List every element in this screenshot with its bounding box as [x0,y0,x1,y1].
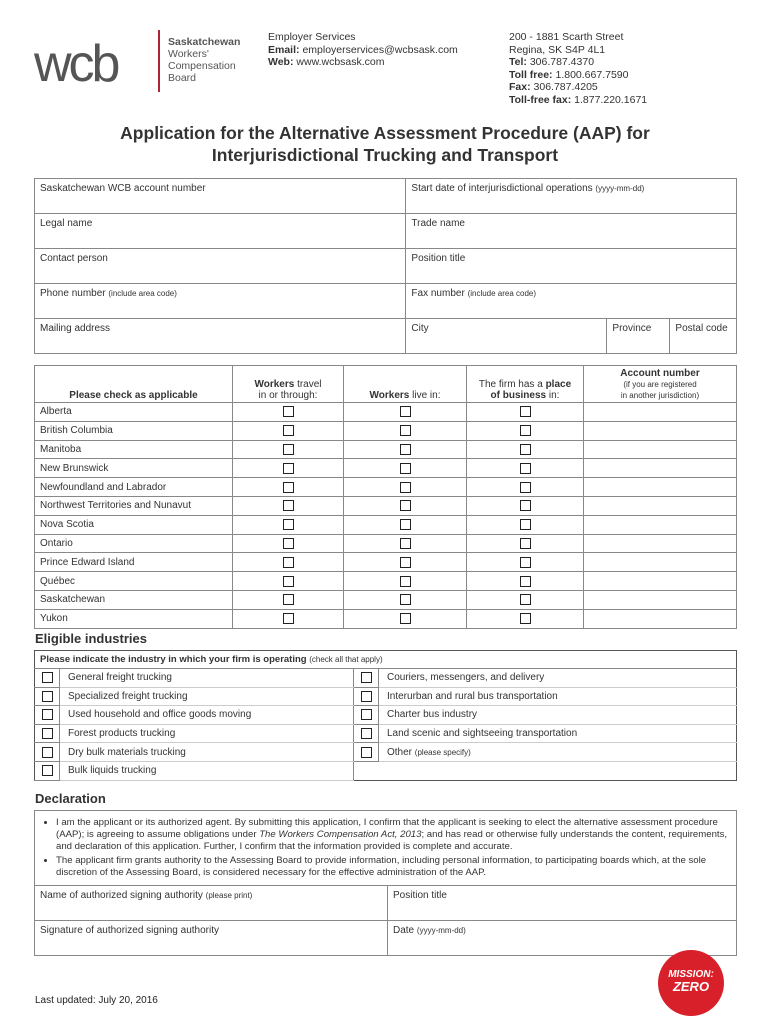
place-cell [467,572,584,591]
dept-name: Employer Services [268,31,356,43]
position-title-field[interactable] [406,249,737,284]
industry-label: General freight trucking [60,669,354,688]
tel-value: 306.787.4370 [529,56,595,68]
travel-checkbox[interactable] [283,463,294,474]
live-cell [344,403,467,422]
place-checkbox[interactable] [520,463,531,474]
tollfreefax-value: 1.877.220.1671 [574,93,648,106]
live-checkbox[interactable] [400,482,411,493]
jurisdiction-row [35,440,737,459]
industry-checkbox[interactable] [42,709,53,720]
account-number-input[interactable] [584,515,737,534]
industry-label: Interurban and rural bus transportation [379,687,737,706]
live-cell [344,590,467,609]
place-checkbox[interactable] [520,500,531,511]
declaration-bullet-1: • I am the applicant or its authorized agent. By submitting this application, I confirm that the applicant is seeking to elect the alternative assessment procedure (AAP); is agreeing to assume obligations under The Workers Compensation Act, 2013; and has read or otherwise fully understands the content, requirements, and declaration of this application. Further, I confirm that the information provided is complete and accurate. [56,817,731,853]
declaration-text [35,811,737,886]
email-label: Email: [268,43,300,56]
industry-checkbox[interactable] [42,672,53,683]
jurisdiction-name: Prince Edward Island [35,553,233,572]
travel-cell [233,609,344,628]
live-checkbox[interactable] [400,613,411,624]
signer-position-field[interactable] [388,886,737,921]
badge-line-2: ZERO [672,979,710,994]
jurisdiction-name: Newfoundland and Labrador [35,478,233,497]
page-title [0,122,770,166]
industries-instruction: Please indicate the industry in which your firm is operating (check all that apply) [35,651,737,669]
wcb-logo: wcb [34,35,118,93]
travel-cell [233,572,344,591]
travel-checkbox[interactable] [283,406,294,417]
signer-name-field[interactable] [35,886,388,921]
badge-line-1: MISSION: [668,969,714,980]
trade-name-label: Trade name [411,218,465,229]
other-hint: (please specify) [414,747,471,757]
mission-zero-badge [658,950,724,1016]
industry-label: Specialized freight trucking [60,687,354,706]
signature-field[interactable] [35,921,388,956]
city-field[interactable] [406,319,607,354]
jurisdiction-name: Saskatchewan [35,590,233,609]
place-cell [467,440,584,459]
travel-checkbox[interactable] [283,594,294,605]
org-line-2: Workers' [168,48,209,60]
mailing-address-field[interactable] [35,319,406,354]
live-checkbox[interactable] [400,425,411,436]
jurisdiction-row [35,459,737,478]
place-checkbox[interactable] [520,519,531,530]
live-cell [344,609,467,628]
industry-checkbox-cell [354,706,379,725]
industry-checkbox[interactable] [361,672,372,683]
live-checkbox[interactable] [400,519,411,530]
account-number-input[interactable] [584,459,737,478]
industry-label: Couriers, messengers, and delivery [379,669,737,688]
signer-name-hint: (please print) [205,891,253,900]
start-date-hint: (yyyy-mm-dd) [595,184,645,193]
employer-services-contact [268,31,458,69]
industries-table [34,650,737,781]
date-label: Date [393,925,415,936]
place-cell [467,496,584,515]
contact-person-label: Contact person [40,253,108,264]
account-number-input[interactable] [584,403,737,422]
live-cell [344,421,467,440]
address-line-2: Regina, SK S4P 4L1 [509,43,606,56]
declaration-bullet-2: • The applicant firm grants authority to the Assessing Board to provide information, including personal information, to participating boards which, at the sole discretion of the Assessing Board, is considered necessary for the effective administration of the AAP. [56,855,731,879]
tollfreefax-label: Toll-free fax: [509,93,572,106]
place-checkbox[interactable] [520,406,531,417]
empty-cell [354,761,379,780]
live-cell [344,553,467,572]
place-checkbox[interactable] [520,482,531,493]
industry-row [35,706,737,725]
mailing-address-label: Mailing address [40,323,111,334]
account-number-input[interactable] [584,572,737,591]
live-checkbox[interactable] [400,444,411,455]
jurisdiction-name: New Brunswick [35,459,233,478]
org-line-4: Board [168,72,197,84]
place-checkbox[interactable] [520,613,531,624]
industry-checkbox-cell [35,761,60,780]
industry-checkbox-cell [35,724,60,743]
jurisdiction-row [35,609,737,628]
signature-label: Signature of authorized signing authority [40,925,220,936]
place-checkbox[interactable] [520,576,531,587]
travel-cell [233,459,344,478]
live-cell [344,496,467,515]
live-cell [344,440,467,459]
travel-checkbox[interactable] [283,444,294,455]
live-checkbox[interactable] [400,594,411,605]
industry-checkbox-cell [35,687,60,706]
industry-checkbox-cell [35,669,60,688]
industry-row [35,724,737,743]
industry-label: Bulk liquids trucking [60,761,354,780]
address-line-1: 200 - 1881 Scarth Street [509,31,624,43]
account-number-label: Saskatchewan WCB account number [40,183,206,194]
jurisdiction-row [35,478,737,497]
jurisdiction-name: Yukon [35,609,233,628]
industry-label: Dry bulk materials trucking [60,743,354,762]
industry-checkbox-cell [354,669,379,688]
travel-cell [233,534,344,553]
industry-row [35,761,737,780]
signer-name-label: Name of authorized signing authority [40,890,203,901]
col-place-header: The firm has a place of business in: [467,366,584,403]
industry-checkbox-cell [354,687,379,706]
jurisdiction-row [35,421,737,440]
live-cell [344,534,467,553]
email-link[interactable]: employerservices@wcbsask.com [302,43,458,56]
industry-checkbox-cell [35,743,60,762]
jurisdiction-row [35,496,737,515]
jurisdiction-row [35,515,737,534]
place-cell [467,478,584,497]
jurisdiction-row [35,403,737,422]
web-link[interactable]: www.wcbsask.com [296,56,385,68]
title-line-2: Interjurisdictional Trucking and Transport [211,145,559,165]
account-number-input[interactable] [584,553,737,572]
account-number-input[interactable] [584,534,737,553]
postal-code-field[interactable] [670,319,737,354]
start-date-label: Start date of interjurisdictional operations [411,183,593,194]
live-checkbox[interactable] [400,557,411,568]
live-checkbox[interactable] [400,538,411,549]
industry-row [35,687,737,706]
employer-info-form [34,178,737,354]
industry-checkbox[interactable] [361,728,372,739]
travel-cell [233,496,344,515]
fax-label: Fax: [509,81,531,93]
declaration-heading: Declaration [35,791,106,806]
phone-field[interactable] [35,284,406,319]
place-cell [467,590,584,609]
jurisdiction-name: Nova Scotia [35,515,233,534]
place-cell [467,459,584,478]
industry-row [35,743,737,762]
org-line-3: Compensation [168,60,236,72]
jurisdiction-name: Northwest Territories and Nunavut [35,496,233,515]
travel-cell [233,421,344,440]
travel-cell [233,553,344,572]
contact-person-field[interactable] [35,249,406,284]
industry-checkbox[interactable] [42,765,53,776]
jurisdiction-name: British Columbia [35,421,233,440]
account-number-field[interactable] [35,179,406,214]
place-cell [467,553,584,572]
office-address [509,31,647,106]
industry-label: Land scenic and sightseeing transportation [379,724,737,743]
place-cell [467,403,584,422]
industry-checkbox-cell [354,724,379,743]
col-check-header: Please check as applicable [35,366,233,403]
fax-hint: (include area code) [467,289,537,298]
travel-checkbox[interactable] [283,576,294,587]
account-number-input[interactable] [584,590,737,609]
place-checkbox[interactable] [520,594,531,605]
place-checkbox[interactable] [520,444,531,455]
industry-label: Used household and office goods moving [60,706,354,725]
jurisdiction-row [35,572,737,591]
place-checkbox[interactable] [520,538,531,549]
travel-checkbox[interactable] [283,538,294,549]
col-travel-header: Workers travel in or through: [233,366,344,403]
account-number-input[interactable] [584,421,737,440]
tollfree-value: 1.800.667.7590 [555,68,629,81]
province-label: Province [612,323,652,334]
travel-cell [233,403,344,422]
industry-label: Other (please specify) [379,743,737,762]
account-number-input[interactable] [584,440,737,459]
live-cell [344,478,467,497]
live-cell [344,459,467,478]
logo-divider [158,30,160,92]
jurisdiction-row [35,590,737,609]
account-number-input[interactable] [584,478,737,497]
place-checkbox[interactable] [520,425,531,436]
logo-org-name [168,36,240,84]
jurisdiction-name: Alberta [35,403,233,422]
live-checkbox[interactable] [400,406,411,417]
industry-checkbox[interactable] [361,747,372,758]
trade-name-field[interactable] [406,214,737,249]
fax-field[interactable] [406,284,737,319]
jurisdiction-name: Ontario [35,534,233,553]
travel-checkbox[interactable] [283,425,294,436]
industry-checkbox-cell [35,706,60,725]
live-cell [344,572,467,591]
industry-checkbox[interactable] [361,709,372,720]
live-checkbox[interactable] [400,463,411,474]
jurisdiction-name: Québec [35,572,233,591]
start-date-field[interactable] [406,179,737,214]
postal-code-label: Postal code [675,323,728,334]
travel-cell [233,515,344,534]
legal-name-field[interactable] [35,214,406,249]
jurisdiction-row [35,534,737,553]
jurisdiction-row [35,553,737,572]
place-cell [467,609,584,628]
declaration-table [34,810,737,956]
web-label: Web: [268,56,294,68]
last-updated: Last updated: July 20, 2016 [35,995,158,1006]
fax-value: 306.787.4205 [533,81,598,93]
travel-cell [233,590,344,609]
industry-label: Forest products trucking [60,724,354,743]
travel-checkbox[interactable] [283,519,294,530]
col-account-header: Account number (if you are registered in another jurisdiction) [584,366,737,403]
position-title-label: Position title [411,253,466,264]
travel-cell [233,440,344,459]
date-hint: (yyyy-mm-dd) [416,926,466,935]
industry-checkbox[interactable] [361,691,372,702]
place-cell [467,421,584,440]
account-number-input[interactable] [584,609,737,628]
industries-heading: Eligible industries [35,631,147,646]
travel-cell [233,478,344,497]
place-cell [467,534,584,553]
jurisdiction-name: Manitoba [35,440,233,459]
industry-checkbox-cell [354,743,379,762]
phone-label: Phone number [40,288,106,299]
industry-checkbox[interactable] [42,728,53,739]
live-checkbox[interactable] [400,500,411,511]
place-checkbox[interactable] [520,557,531,568]
col-live-header: Workers live in: [344,366,467,403]
org-line-1: Saskatchewan [168,36,241,48]
industry-checkbox[interactable] [42,691,53,702]
signer-position-label: Position title [393,890,447,901]
tel-label: Tel: [509,56,527,68]
title-line-1: Application for the Alternative Assessment Procedure (AAP) for [120,123,650,143]
tollfree-label: Toll free: [509,68,553,81]
legal-name-label: Legal name [40,218,93,229]
phone-hint: (include area code) [108,289,177,298]
travel-checkbox[interactable] [283,482,294,493]
industry-checkbox[interactable] [42,747,53,758]
fax-field-label: Fax number [411,288,465,299]
travel-checkbox[interactable] [283,557,294,568]
jurisdictions-table [34,365,737,629]
industry-row [35,669,737,688]
city-label: City [411,323,429,334]
live-cell [344,515,467,534]
travel-checkbox[interactable] [283,613,294,624]
industry-label: Charter bus industry [379,706,737,725]
live-checkbox[interactable] [400,576,411,587]
travel-checkbox[interactable] [283,500,294,511]
account-number-input[interactable] [584,496,737,515]
empty-cell [379,761,737,780]
place-cell [467,515,584,534]
province-field[interactable] [607,319,670,354]
